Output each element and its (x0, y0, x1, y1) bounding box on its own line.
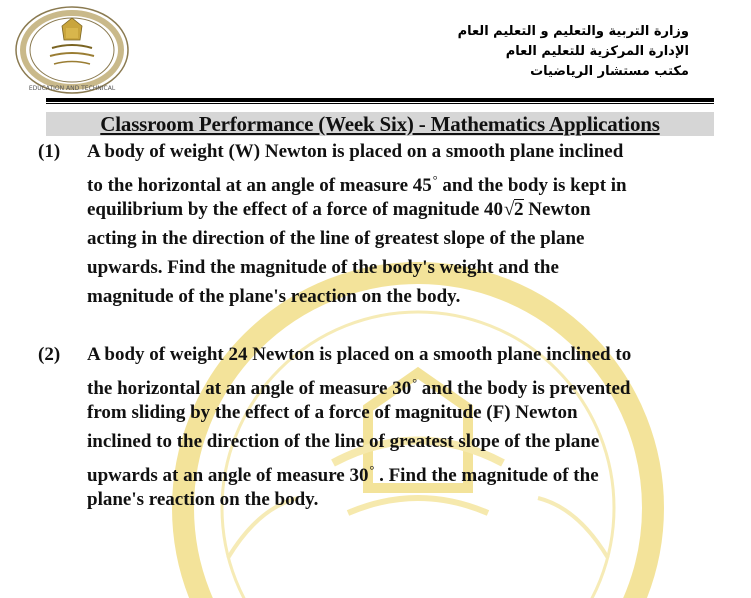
problem-line (87, 195, 719, 224)
degree-symbol: ° (369, 463, 375, 477)
square-root (505, 195, 524, 224)
header-divider-thin (46, 103, 714, 104)
problem-line: magnitude of the plane's reaction on the body. (87, 286, 461, 307)
text-run: to the horizontal at an angle of measure 45 (87, 175, 432, 196)
problem-text (87, 340, 719, 514)
ministry-name: وزارة التربية والتعليم و التعليم العام (457, 24, 689, 39)
problem-line: inclined to the direction of the line of greatest slope of the plane (87, 431, 600, 452)
degree-symbol: ° (412, 376, 418, 390)
degree-symbol: ° (432, 173, 438, 187)
text-run: and the body is kept in (437, 175, 627, 196)
text-run: and the body is prevented (417, 378, 631, 399)
office-name: مكتب مستشار الرياضيات (530, 64, 689, 79)
problem-line: upwards. Find the magnitude of the body's weight and the (87, 257, 559, 278)
problem-line: from sliding by the effect of a force of magnitude (F) Newton (87, 402, 578, 423)
text-run: . Find the magnitude of the (374, 465, 599, 486)
problem-line (87, 166, 719, 195)
page-title: Classroom Performance (Week Six) - Mathematics Applications (46, 112, 714, 136)
problem-line: A body of weight 24 Newton is placed on a smooth plane inclined to (87, 344, 632, 365)
problem-line (87, 369, 719, 398)
text-run: Newton (523, 199, 591, 220)
ministry-seal-logo (12, 4, 132, 96)
text-run: equilibrium by the effect of a force of magnitude 40 (87, 199, 504, 220)
department-name: الإدارة المركزية للتعليم العام (505, 44, 689, 59)
problem-line (87, 456, 719, 485)
problem-number: (1) (38, 141, 61, 162)
svg-text:EDUCATION AND TECHNICAL: EDUCATION AND TECHNICAL (28, 85, 116, 92)
text-run: the horizontal at an angle of measure 30 (87, 378, 412, 399)
square-root-radicand: 2 (514, 199, 524, 220)
problem-line: A body of weight (W) Newton is placed on a smooth plane inclined (87, 141, 624, 162)
header-divider (46, 98, 714, 102)
problem-number: (2) (38, 344, 61, 365)
problem-line: acting in the direction of the line of greatest slope of the plane (87, 228, 585, 249)
ministry-header (359, 22, 689, 82)
text-run: upwards at an angle of measure 30 (87, 465, 369, 486)
problem-text (87, 137, 719, 311)
problem-line: plane's reaction on the body. (87, 489, 319, 510)
